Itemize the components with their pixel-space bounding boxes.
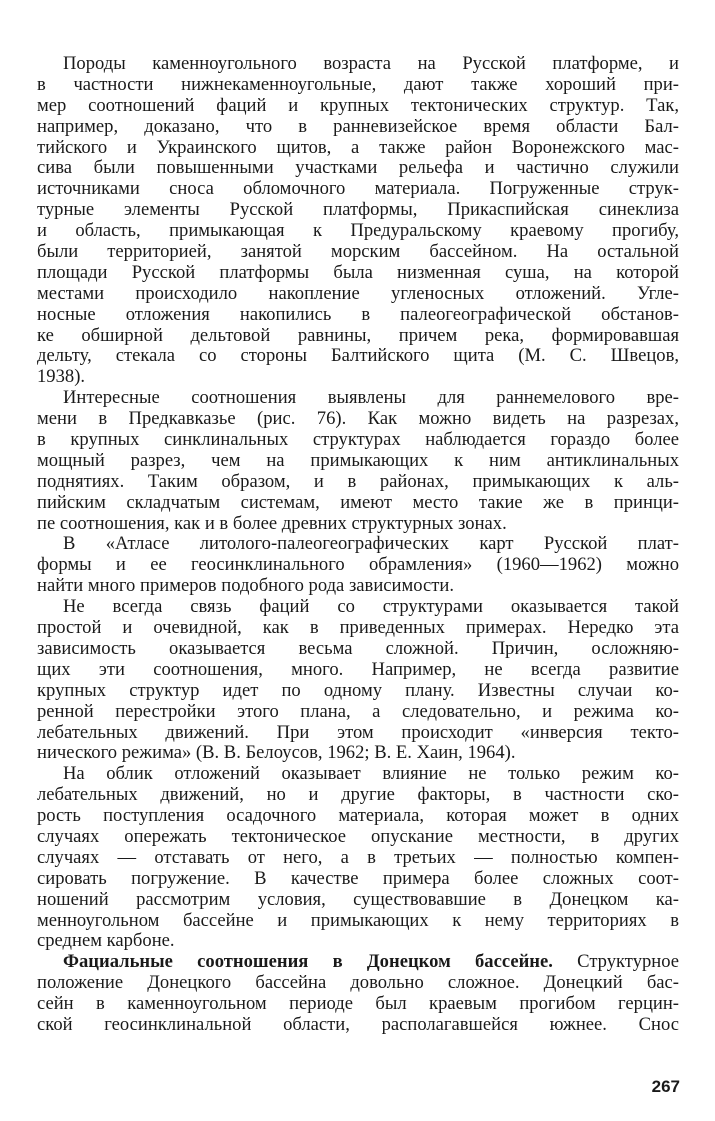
paragraph-6 xyxy=(37,952,679,1036)
heading-line-text: Структурное xyxy=(552,952,679,973)
text-line: На облик отложений оказывает влияние не только режим ко- xyxy=(63,764,679,785)
text-line: менноугольном бассейне и примыкающих к нему территориях в xyxy=(37,910,679,931)
body-text xyxy=(37,54,679,1036)
text-line: лебательных движений. При этом происходит «инверсия текто- xyxy=(37,722,679,743)
text-line: формы и ее геосинклинального обрамления» (1960—1962) можно xyxy=(37,555,679,576)
text-line: пийским складчатым системам, имеют место такие же в принци- xyxy=(37,492,679,513)
paragraph-2 xyxy=(37,388,679,534)
text-line: ренной перестройки этого плана, а следовательно, и режима ко- xyxy=(37,701,679,722)
text-line: зависимость оказывается весьма сложной. Причин, осложняю- xyxy=(37,638,679,659)
text-line: случаях опережать тектоническое опускание местности, в других xyxy=(37,826,679,847)
text-line: лебательных движений, но и другие факторы, в частности ско- xyxy=(37,785,679,806)
text-line: сейн в каменноугольном периоде был краевым прогибом герцин- xyxy=(37,994,679,1015)
text-line: крупных структур идет по одному плану. Известны случаи ко- xyxy=(37,680,679,701)
paragraph-4 xyxy=(37,597,679,764)
text-line: поднятиях. Таким образом, и в районах, примыкающих к аль- xyxy=(37,471,679,492)
text-line: найти много примеров подобного рода зависимости. xyxy=(37,576,454,597)
section-heading: Фациальные соотношения в Донецком бассейне. xyxy=(63,952,553,973)
text-line: ке обширной дельтовой равнины, причем река, формировавшая xyxy=(37,325,679,346)
text-line: тийского и Украинского щитов, а также район Воронежского мас- xyxy=(37,137,679,158)
text-line: щих эти соотношения, много. Например, не всегда развитие xyxy=(37,659,679,680)
text-line: сива были повышенными участками рельефа и частично служили xyxy=(37,158,679,179)
text-line: были территорией, занятой морским бассейном. На остальной xyxy=(37,242,679,263)
text-line: местами происходило накопление угленосных отложений. Угле- xyxy=(37,283,679,304)
text-line: в частности нижнекаменноугольные, дают также хороший при- xyxy=(37,74,679,95)
text-line: мени в Предкавказье (рис. 76). Как можно видеть на разрезах, xyxy=(37,409,679,430)
text-line: Интересные соотношения выявлены для раннемелового вре- xyxy=(63,388,679,409)
text-line: площади Русской платформы была низменная суша, на которой xyxy=(37,262,679,283)
paragraph-3 xyxy=(37,534,679,597)
paragraph-5 xyxy=(37,764,679,952)
text-line: рость поступления осадочного материала, которая может в одних xyxy=(37,806,679,827)
text-line: мер соотношений фаций и крупных тектонических структур. Так, xyxy=(37,95,679,116)
text-line: среднем карбоне. xyxy=(37,931,175,952)
text-line: и область, примыкающая к Предуральскому краевому прогибу, xyxy=(37,221,679,242)
text-line: носные отложения накопились в палеогеографической обстанов- xyxy=(37,304,679,325)
page-number: 267 xyxy=(651,1077,680,1096)
text-line: ской геосинклинальной области, располагавшейся южнее. Снос xyxy=(37,1014,679,1035)
text-line: дельту, стекала со стороны Балтийского щита (М. С. Швецов, xyxy=(37,346,679,367)
text-line: случаях — отставать от него, а в третьих — полностью компен- xyxy=(37,847,679,868)
text-line: турные элементы Русской платформы, Прикаспийская синеклиза xyxy=(37,200,679,221)
text-line: сировать погружение. В качестве примера более сложных соот- xyxy=(37,868,679,889)
text-line: пе соотношения, как и в более древних структурных зонах. xyxy=(37,513,507,534)
text-line: положение Донецкого бассейна довольно сложное. Донецкий бас- xyxy=(37,973,679,994)
text-line: например, доказано, что в ранневизейское время области Бал- xyxy=(37,116,679,137)
text-line: 1938). xyxy=(37,367,86,388)
text-line: мощный разрез, чем на примыкающих к ним антиклинальных xyxy=(37,450,679,471)
text-line: нического режима» (В. В. Белоусов, 1962; В. Е. Хаин, 1964). xyxy=(37,743,516,764)
text-line: Не всегда связь фаций со структурами оказывается такой xyxy=(63,597,679,618)
text-line: Породы каменноугольного возраста на Русской платформе, и xyxy=(63,54,679,74)
text-line: В «Атласе литолого-палеогеографических карт Русской плат- xyxy=(63,534,679,555)
text-line: ношений рассмотрим условия, существовавшие в Донецком ка- xyxy=(37,889,679,910)
text-line: простой и очевидной, как в приведенных примерах. Нередко эта xyxy=(37,618,679,639)
text-line: источниками сноса обломочного материала. Погруженные струк- xyxy=(37,179,679,200)
text-line xyxy=(37,952,679,973)
paragraph-1 xyxy=(37,54,679,388)
text-line: в крупных синклинальных структурах наблюдается гораздо более xyxy=(37,430,679,451)
